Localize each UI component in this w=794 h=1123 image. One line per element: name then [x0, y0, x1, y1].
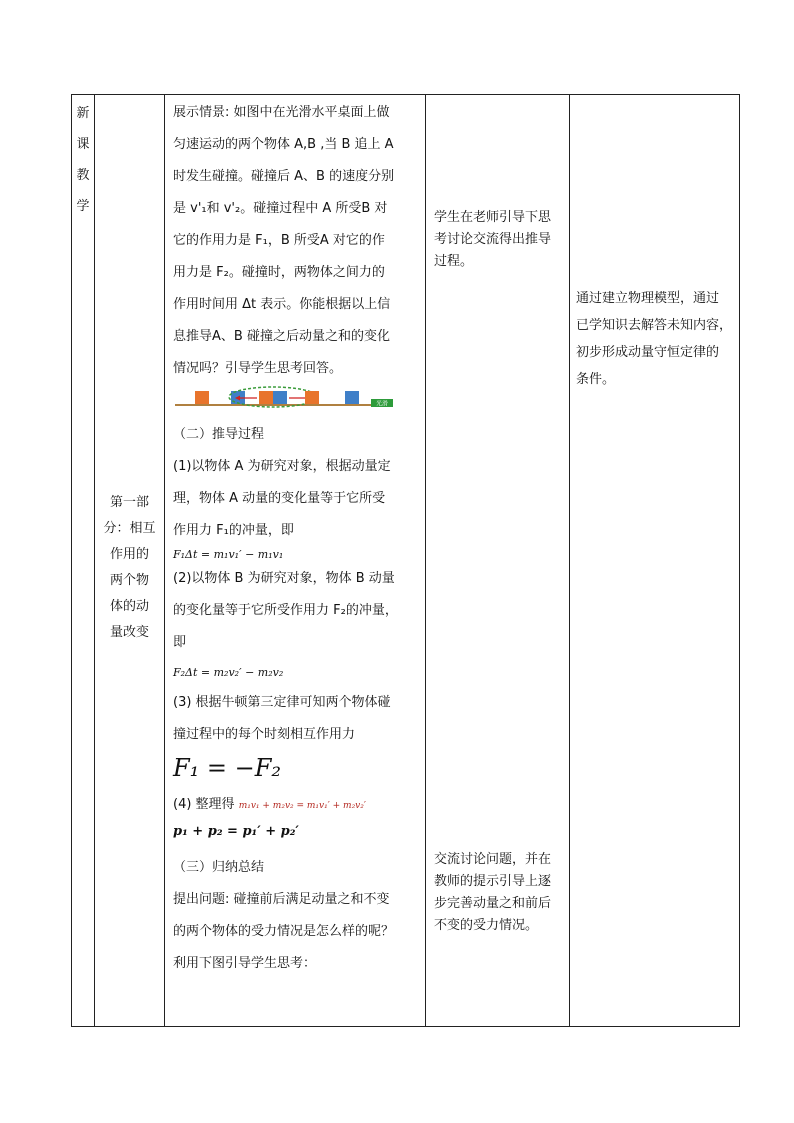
step4-label: (4) 整理得: [173, 797, 235, 812]
block-a-final: [305, 391, 319, 404]
text-line: 不变的受力情况。: [434, 918, 539, 933]
section-line: 作用的: [109, 546, 149, 562]
section-title: [95, 490, 164, 646]
section-line: 体的动: [109, 598, 149, 614]
text-line: 通过建立物理模型，通过: [576, 291, 720, 306]
text-line: 撞过程中的每个时刻相互作用力: [173, 727, 356, 742]
text-line: 息推导A、B 碰撞之后动量之和的变化: [173, 329, 390, 344]
section-line: 分：相互: [103, 520, 156, 536]
equation-momentum-sum: m₁v₁ + m₂v₂ = m₁v₁′ + m₂v₂′: [238, 801, 366, 811]
teacher-activity-column: [165, 95, 426, 1027]
block-b-collision: [273, 391, 287, 404]
text-line: 匀速运动的两个物体 A,B ,当 B 追上 A: [173, 137, 394, 152]
equation-impulse-a: F₁Δt = m₁v₁′ − m₁v₁: [173, 548, 284, 561]
equation-newton-third-law: F₁ = −F₂: [173, 754, 282, 782]
text-line: [173, 792, 419, 819]
text-line: 它的作用力是 F₁，B 所受A 对它的作: [173, 233, 385, 248]
text-line: (2)以物体 B 为研究对象，物体 B 动量: [173, 571, 395, 586]
text-line: 的两个物体的受力情况是怎么样的呢？: [173, 924, 395, 939]
section-column: [95, 95, 165, 1027]
stage-char: 学: [76, 199, 90, 214]
text-line: 情况吗？引导学生思考回答。: [173, 361, 343, 376]
text-line: 用力是 F₂。碰撞时，两物体之间力的: [173, 265, 385, 280]
track-line: [175, 404, 375, 406]
text-line: 学生在老师引导下思: [434, 210, 552, 225]
text-line: 展示情景: 如图中在光滑水平桌面上做: [173, 105, 390, 120]
collision-diagram: [173, 384, 419, 414]
design-intent-column: [570, 95, 740, 1027]
text-line: 步完善动量之和前后: [434, 896, 552, 911]
stage-char: 教: [76, 168, 90, 183]
stage-char: 课: [76, 137, 90, 152]
text-line: 交流讨论问题，并在: [434, 852, 552, 867]
equation-impulse-b: F₂Δt = m₂v₂′ − m₂v₂: [173, 666, 284, 679]
text-line: 考讨论交流得出推导: [434, 232, 552, 247]
section-line: 第一部: [109, 494, 149, 510]
derivation-heading: （二）推导过程: [173, 427, 265, 442]
lesson-plan-table: [71, 94, 740, 1027]
text-line: 理，物体 A 动量的变化量等于它所受: [173, 491, 386, 506]
scenario-text: [173, 100, 419, 382]
text-line: 的变化量等于它所受作用力 F₂的冲量，: [173, 603, 398, 618]
block-a-collision: [259, 391, 273, 404]
student-activity-2: [426, 849, 569, 937]
text-line: 初步形成动量守恒定律的: [576, 345, 720, 360]
text-line: (1)以物体 A 为研究对象，根据动量定: [173, 459, 391, 474]
text-line: 是 v'₁和 v'₂。碰撞过程中 A 所受B 对: [173, 201, 388, 216]
table-row: [72, 95, 740, 1027]
text-line: 作用时间用 Δt 表示。你能根据以上信: [173, 297, 391, 312]
text-line: 时发生碰撞。碰撞后 A、B 的速度分别: [173, 169, 395, 184]
text-line: 即: [173, 635, 187, 650]
text-line: 过程。: [434, 254, 474, 269]
summary-heading: （三）归纳总结: [173, 860, 265, 875]
block-b-final: [345, 391, 359, 404]
text-line: 已学知识去解答未知内容，: [576, 318, 733, 333]
student-activity-column: [426, 95, 570, 1027]
stage-char: 新: [76, 106, 90, 121]
equation-momentum-conservation: p₁ + p₂ = p₁′ + p₂′: [173, 824, 299, 839]
text-line: 教师的提示引导上逐: [434, 874, 552, 889]
collision-diagram-svg: [173, 384, 398, 414]
section-line: 两个物: [109, 572, 149, 588]
design-intent-text: [570, 285, 739, 393]
text-line: 条件。: [576, 372, 616, 387]
text-line: 利用下图引导学生思考：: [173, 956, 317, 971]
surface-label: 光滑: [375, 400, 389, 408]
text-line: (3) 根据牛顿第三定律可知两个物体碰: [173, 695, 391, 710]
section-line: 量改变: [109, 624, 149, 640]
stage-column: [72, 95, 95, 1027]
text-line: 作用力 F₁的冲量，即: [173, 523, 294, 538]
student-activity-1: [426, 207, 569, 273]
text-line: 提出问题: 碰撞前后满足动量之和不变: [173, 892, 390, 907]
block-a-initial: [195, 391, 209, 404]
